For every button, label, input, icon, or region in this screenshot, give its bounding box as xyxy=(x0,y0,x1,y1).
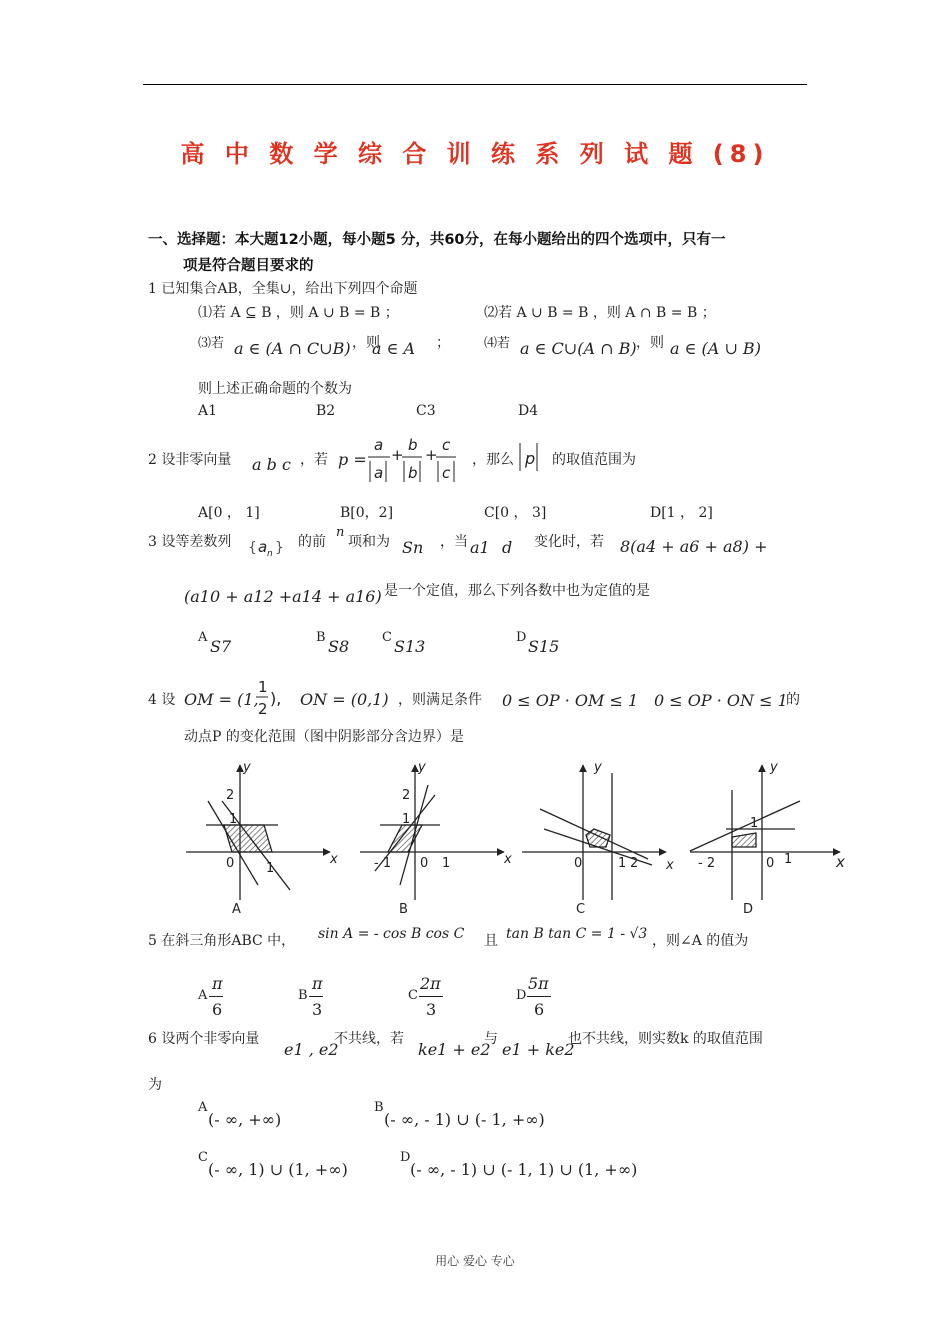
q1-prop4-then: ，则 xyxy=(636,335,664,351)
q4-stem: 4 设 xyxy=(148,692,176,708)
graph-b-tick-1x: 1 xyxy=(442,856,451,871)
q5-option-a-den: 6 xyxy=(212,1000,223,1019)
q2-then: ，那么 xyxy=(472,452,514,468)
q1-stem: 1 已知集合AB，全集∪，给出下列四个命题 xyxy=(148,281,418,297)
svg-text:+: + xyxy=(391,446,404,464)
section-heading-line2: 项是符合题目要求的 xyxy=(183,258,314,274)
q4-condition: ，则满足条件 xyxy=(398,692,482,708)
q1-prop1: ⑴若 A ⊆ B ，则 A ∪ B = B ； xyxy=(198,305,399,321)
graph-c-caption: C xyxy=(576,902,586,917)
q1-prop3-result: a ∈ A xyxy=(372,339,416,358)
q2-option-d: D[1 ， 2] xyxy=(650,505,713,521)
q2-option-b: B[0，2] xyxy=(340,505,394,521)
q3-option-a-letter: A xyxy=(198,630,208,645)
svg-text:a: a xyxy=(374,436,384,454)
q3-option-b-value: S8 xyxy=(328,637,350,656)
svg-text:c: c xyxy=(442,464,451,482)
q6-option-d-letter: D xyxy=(400,1150,411,1165)
q1-prop4-result: a ∈ (A ∪ B) xyxy=(670,339,761,358)
q1-question: 则上述正确命题的个数为 xyxy=(198,381,352,397)
svg-text:+: + xyxy=(425,446,438,464)
q3-option-a-value: S7 xyxy=(210,637,232,656)
graph-b xyxy=(360,765,504,900)
svg-text:}: } xyxy=(275,540,284,556)
q3-sum: 项和为 xyxy=(348,534,390,550)
q6-noncollinear: 不共线，若 xyxy=(334,1031,404,1047)
q5-option-a-num: π xyxy=(212,974,223,993)
q1-option-b: B2 xyxy=(316,403,336,419)
graph-c-origin: 0 xyxy=(574,856,583,871)
graph-a-tick-1y: 1 xyxy=(229,812,238,827)
graph-d-caption: D xyxy=(743,902,754,917)
graph-b-tick-2: 2 xyxy=(402,788,411,803)
q4-condition-1: 0 ≤ OP · OM ≤ 1 xyxy=(502,691,639,710)
q4-om: OM = (1, xyxy=(184,690,259,709)
page-footer: 用心 爱心 专心 xyxy=(435,1254,515,1268)
q4-de: 的 xyxy=(786,692,800,708)
q3-option-d-letter: D xyxy=(516,630,527,645)
graph-c-tick-1: 1 xyxy=(618,856,627,871)
q1-prop2: ⑵若 A ∪ B = B ，则 A ∩ B = B ； xyxy=(484,305,716,321)
header-rule xyxy=(143,84,807,85)
svg-text:b: b xyxy=(408,464,418,482)
q3-n: n xyxy=(336,525,345,540)
q1-option-c: C3 xyxy=(416,403,436,419)
graph-b-tick-neg1: - 1 xyxy=(374,856,392,871)
svg-text:n: n xyxy=(267,549,273,559)
q3-a1: a1 xyxy=(470,538,490,557)
q5-question: ，则∠A 的值为 xyxy=(652,933,749,949)
graph-d xyxy=(690,765,840,900)
graph-a-x-label: x xyxy=(330,852,338,867)
graph-b-origin: 0 xyxy=(420,856,429,871)
q6-option-d-value: (- ∞, - 1) ∪ (- 1, 1) ∪ (1, +∞) xyxy=(410,1160,638,1179)
q6-option-c-value: (- ∞, 1) ∪ (1, +∞) xyxy=(208,1160,348,1179)
q6-line2: 为 xyxy=(148,1077,162,1093)
graph-d-y-label: y xyxy=(770,760,778,775)
q6-stem: 6 设两个非零向量 xyxy=(148,1031,260,1047)
q4-line2: 动点P 的变化范围（图中阴影部分含边界）是 xyxy=(184,729,464,745)
q2-abs-p xyxy=(516,440,542,474)
graph-d-x-label: x xyxy=(836,853,845,871)
q1-prop3-end: ； xyxy=(436,335,450,351)
q1-prop4-expr: a ∈ C∪(A ∩ B) xyxy=(520,339,637,358)
graph-b-y-label: y xyxy=(418,760,426,775)
q3-d: d xyxy=(502,538,513,557)
q5-option-c-bar xyxy=(419,996,443,997)
graph-a xyxy=(186,765,330,900)
q3-front: 的前 xyxy=(298,534,326,550)
q3-option-d-value: S15 xyxy=(528,637,560,656)
graph-d-tick-1y: 1 xyxy=(750,816,759,831)
q5-option-d-letter: D xyxy=(516,988,527,1003)
q3-expr2: (a10 + a12 +a14 + a16) xyxy=(184,587,382,606)
q2-p: p = xyxy=(338,450,367,469)
q2-stem: 2 设非零向量 xyxy=(148,452,232,468)
q6-option-a-value: (- ∞, +∞) xyxy=(208,1110,282,1129)
q6-tail: 也不共线，则实数k 的取值范围 xyxy=(568,1031,763,1047)
graph-d-origin: 0 xyxy=(766,856,775,871)
graph-c-tick-2: 2 xyxy=(630,856,639,871)
q5-option-b-bar xyxy=(309,996,323,997)
graph-c-y-label: y xyxy=(594,760,602,775)
page-title: 高 中 数 学 综 合 训 练 系 列 试 题 (8) xyxy=(180,140,770,168)
q2-option-a: A[0 ， 1] xyxy=(198,505,260,521)
graph-b-caption: B xyxy=(399,902,408,917)
graph-c xyxy=(522,765,666,900)
q1-prop3-label: ⑶若 xyxy=(198,336,225,351)
q6-option-b-value: (- ∞, - 1) ∪ (- 1, +∞) xyxy=(384,1110,545,1129)
q3-sequence-braces xyxy=(248,532,284,562)
q2-vars: a b c xyxy=(252,455,291,474)
q5-option-d-bar xyxy=(527,996,551,997)
graph-a-y-label: y xyxy=(243,760,251,775)
q5-option-a-letter: A xyxy=(198,988,208,1003)
q6-option-a-letter: A xyxy=(198,1100,208,1115)
graph-a-tick-1x: 1 xyxy=(266,861,275,876)
q5-stem: 5 在斜三角形ABC 中， xyxy=(148,933,296,949)
q1-option-a: A1 xyxy=(198,403,218,419)
q6-with: 与 xyxy=(484,1031,498,1047)
q4-on: ON = (0,1) xyxy=(300,690,389,709)
q3-sn: Sn xyxy=(402,538,424,557)
q5-and: 且 xyxy=(484,933,498,949)
q5-option-a-bar xyxy=(209,996,223,997)
q6-vector-1: ke1 + e2 xyxy=(418,1040,491,1059)
graph-a-origin: 0 xyxy=(226,856,235,871)
q5-option-b-num: π xyxy=(312,974,323,993)
q4-condition-2: 0 ≤ OP · ON ≤ 1 xyxy=(654,691,788,710)
q3-option-b-letter: B xyxy=(316,630,326,645)
q6-vectors: e1 , e2 xyxy=(284,1040,339,1059)
q3-tail: 是一个定值，那么下列各数中也为定值的是 xyxy=(384,583,650,599)
svg-text:1: 1 xyxy=(258,678,268,696)
q3-change: 变化时，若 xyxy=(534,534,604,550)
q3-stem: 3 设等差数列 xyxy=(148,534,232,550)
q2-fraction-expression xyxy=(364,432,464,492)
q1-prop3-expr: a ∈ (A ∩ C∪B) xyxy=(234,339,351,358)
q6-option-b-letter: B xyxy=(374,1100,384,1115)
q5-option-b-den: 3 xyxy=(312,1000,323,1019)
q1-prop3-then: ，则 xyxy=(352,335,380,351)
graph-b-tick-1y: 1 xyxy=(402,812,411,827)
q3-option-c-letter: C xyxy=(382,630,392,645)
svg-text:),: ), xyxy=(270,689,282,708)
q5-option-c-den: 3 xyxy=(426,1000,437,1019)
q3-when: ，当 xyxy=(440,534,468,550)
graph-b-x-label: x xyxy=(504,852,512,867)
q4-graphs xyxy=(170,755,850,920)
svg-text:c: c xyxy=(442,436,451,454)
q5-option-d-den: 6 xyxy=(534,1000,545,1019)
q6-vector-2: e1 + ke2 xyxy=(502,1040,575,1059)
graph-d-tick-1x: 1 xyxy=(784,852,793,867)
q1-prop4-label: ⑷若 xyxy=(484,336,511,351)
svg-text:a: a xyxy=(258,538,268,556)
graph-d-tick-neg2: - 2 xyxy=(698,856,716,871)
svg-text:{: { xyxy=(248,540,257,556)
svg-text:2: 2 xyxy=(258,700,268,718)
q5-option-c-letter: C xyxy=(408,988,418,1003)
q2-option-c: C[0 ， 3] xyxy=(484,505,547,521)
q3-expr1: 8(a4 + a6 + a8) + xyxy=(620,537,768,556)
section-heading-line1: 一、选择题：本大题12小题，每小题5 分，共60分，在每小题给出的四个选项中，只有一 xyxy=(148,232,726,248)
svg-text:p: p xyxy=(525,449,536,468)
q3-option-c-value: S13 xyxy=(394,637,426,656)
q1-option-d: D4 xyxy=(518,403,539,419)
q2-if: ，若 xyxy=(300,452,328,468)
graph-a-caption: A xyxy=(232,902,241,917)
q6-option-c-letter: C xyxy=(198,1150,208,1165)
q5-option-c-num: 2π xyxy=(420,974,441,993)
q5-option-b-letter: B xyxy=(298,988,308,1003)
q5-equation-1: sin A = - cos B cos C xyxy=(318,926,465,942)
svg-text:a: a xyxy=(374,464,384,482)
q4-om-half xyxy=(254,676,290,722)
svg-text:b: b xyxy=(408,436,418,454)
q2-range: 的取值范围为 xyxy=(552,452,636,468)
graph-a-tick-2: 2 xyxy=(226,788,235,803)
q5-equation-2: tan B tan C = 1 - √3 xyxy=(506,926,648,942)
graph-c-x-label: x xyxy=(666,858,674,873)
q5-option-d-num: 5π xyxy=(528,974,549,993)
